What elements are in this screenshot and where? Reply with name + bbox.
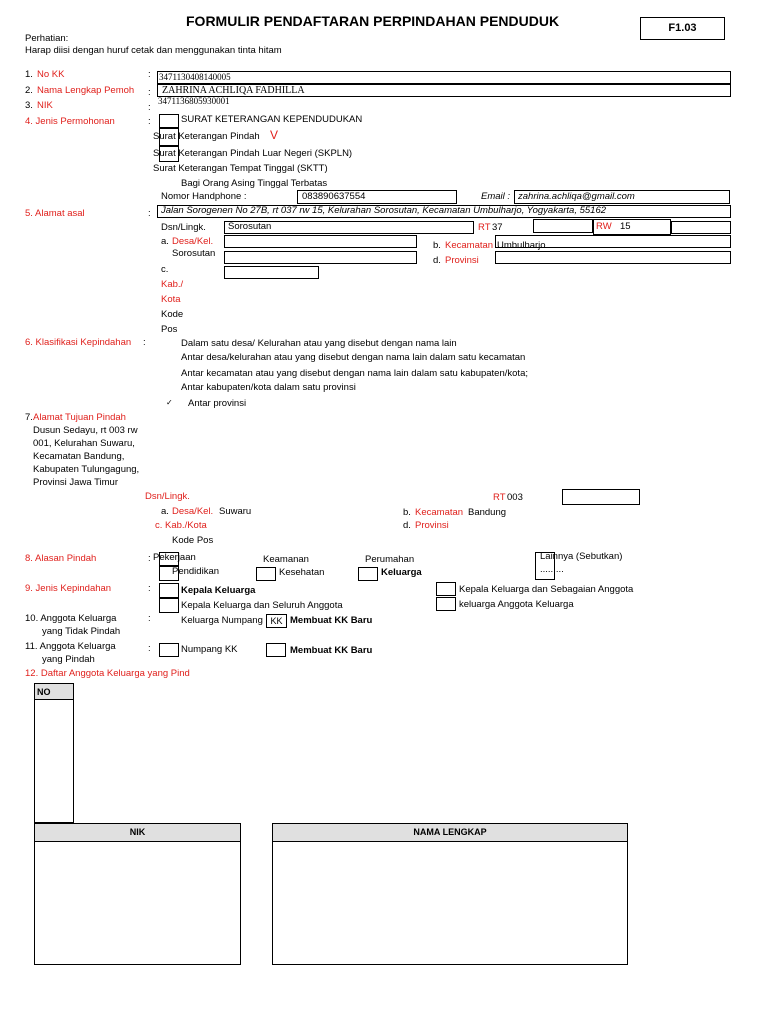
asal-desa-field-2[interactable] <box>224 251 417 264</box>
asal-kab-field[interactable] <box>224 266 319 279</box>
jenis-kepindahan-label: 9. Jenis Kepindahan <box>25 583 112 594</box>
tujuan-kec-label: Kecamatan <box>415 507 464 518</box>
klasifikasi-colon: : <box>143 337 146 348</box>
email-field[interactable] <box>514 190 730 204</box>
tidak-pindah-opt-2: Membuat KK Baru <box>290 615 373 626</box>
alasan-keamanan: Keamanan <box>263 554 309 565</box>
tujuan-num: 7. <box>25 412 33 423</box>
tujuan-dsn-label: Dsn/Lingk. <box>145 491 190 502</box>
nik-colon: : <box>148 102 151 113</box>
alasan-kesehatan: Kesehatan <box>279 567 325 578</box>
nik-num: 3. <box>25 100 33 111</box>
asal-dsn-value: Sorosutan <box>228 221 272 232</box>
numpang-kk-checkbox[interactable] <box>159 643 179 657</box>
kepindahan-anggota: keluarga Anggota Keluarga <box>459 599 574 610</box>
asal-extra-field[interactable] <box>671 221 731 234</box>
tidak-pindah-colon: : <box>148 613 151 624</box>
no-kk-label: No KK <box>37 69 65 80</box>
klasifikasi-opt-5: Antar provinsi <box>188 398 247 409</box>
phone-label: Nomor Handphone : <box>161 191 247 202</box>
tidak-pindah-opt-1: Keluarga Numpang <box>181 615 263 626</box>
alasan-pendidikan: Pendidikan <box>172 566 220 577</box>
numpang-kk-label: Numpang KK <box>181 644 238 655</box>
asal-kec-value: Umbulharjo <box>497 240 546 251</box>
phone-value: 083890637554 <box>302 191 366 202</box>
tujuan-kec-prefix: b. <box>403 507 411 518</box>
tujuan-rw-field[interactable] <box>562 489 640 505</box>
sktt-note: Bagi Orang Asing Tinggal Terbatas <box>181 178 328 189</box>
jenis-permohonan-label: 4. Jenis Permohonan <box>25 116 115 127</box>
klasifikasi-opt-3: Antar kecamatan atau yang disebut dengan nama lain dalam satu kabupaten/kota; <box>181 368 528 379</box>
skk-label: SURAT KETERANGAN KEPENDUDUKAN <box>181 114 363 125</box>
asal-kec-label: Kecamatan <box>445 240 494 251</box>
tidak-pindah-kk-text: KK <box>270 616 283 626</box>
no-kk-field[interactable] <box>157 71 731 84</box>
tujuan-line-5: Provinsi Jawa Timur <box>33 477 118 488</box>
kepindahan-kk-sebagian-checkbox[interactable] <box>436 582 456 596</box>
kk-baru-label: Membuat KK Baru <box>290 645 373 656</box>
asal-desa-prefix: a. <box>161 236 169 247</box>
klasifikasi-opt-2: Antar desa/kelurahan atau yang disebut dengan nama lain dalam satu kecamatan <box>181 352 526 363</box>
kepindahan-anggota-checkbox[interactable] <box>436 597 456 611</box>
asal-prov-field[interactable] <box>495 251 731 264</box>
tujuan-line-4: Kabupaten Tulungagung, <box>33 464 140 475</box>
phone-field[interactable] <box>297 190 457 204</box>
table-no-header: NO <box>34 683 74 700</box>
alasan-keluarga-checkbox[interactable] <box>358 567 378 581</box>
asal-desa-field[interactable] <box>224 235 417 248</box>
skp-check-mark: V <box>270 128 279 142</box>
table-nik-column <box>34 823 241 965</box>
alasan-pekerjaan: Pekerjaan <box>153 552 196 563</box>
email-label: Email : <box>481 191 511 202</box>
asal-prov-label: Provinsi <box>445 255 479 266</box>
tujuan-desa-label: Desa/Kel. <box>172 506 214 517</box>
nama-value: ZAHRINA ACHLIQA FADHILLA <box>162 85 305 96</box>
nama-field[interactable] <box>157 84 731 97</box>
alasan-keluarga: Keluarga <box>381 567 422 578</box>
table-nama-column <box>272 823 628 965</box>
asal-dsn-label: Dsn/Lingk. <box>161 222 206 233</box>
klasifikasi-opt-1: Dalam satu desa/ Kelurahan atau yang disebut dengan nama lain <box>181 338 457 349</box>
note-text: Harap diisi dengan huruf cetak dan menggunakan tinta hitam <box>25 45 282 56</box>
daftar-label <box>25 669 190 680</box>
tujuan-prov-label: Provinsi <box>415 520 449 531</box>
jenis-permohonan-colon: : <box>148 116 151 127</box>
kepindahan-kk: Kepala Keluarga <box>181 585 256 596</box>
table-nama-header: NAMA LENGKAP <box>272 823 628 842</box>
alamat-asal-label: 5. Alamat asal <box>25 208 85 219</box>
tujuan-desa-prefix: a. <box>161 506 169 517</box>
asal-dsn-field[interactable] <box>224 221 474 234</box>
no-kk-value: 3471130408140005 <box>159 72 231 82</box>
kepindahan-kk-checkbox[interactable] <box>159 583 179 598</box>
asal-rw-field[interactable] <box>593 219 671 235</box>
form-title: FORMULIR PENDAFTARAN PERPINDAHAN PENDUDUK <box>186 13 560 29</box>
asal-rw-label: RW <box>596 221 612 232</box>
tujuan-kec-value: Bandung <box>468 507 507 518</box>
asal-kec-prefix: b. <box>433 240 441 251</box>
asal-desa-label: Desa/Kel. <box>172 236 214 247</box>
alamat-asal-colon: : <box>148 208 151 219</box>
nama-num: 2. <box>25 85 33 96</box>
skp-label: Surat Keterangan Pindah <box>153 131 260 142</box>
form-code: F1.03 <box>668 22 697 34</box>
tujuan-prov-prefix: d. <box>403 520 411 531</box>
asal-kab-label-1: Kab./ <box>161 279 184 290</box>
skk-checkbox[interactable] <box>159 114 179 128</box>
no-kk-num: 1. <box>25 69 33 80</box>
tujuan-label: Alamat Tujuan Pindah <box>33 412 126 423</box>
nama-colon: : <box>148 87 151 98</box>
daftar-label-text: aftar Anggota Keluarga yang Pind <box>47 668 190 679</box>
table-no-column <box>34 683 74 823</box>
alasan-colon: : <box>148 553 151 564</box>
email-value: zahrina.achliqa@gmail.com <box>518 191 635 202</box>
tujuan-rt-value: 003 <box>507 492 523 503</box>
daftar-label-num: 12. D <box>25 668 48 679</box>
nik-label: NIK <box>37 100 53 111</box>
asal-rt-value: 37 <box>492 222 503 233</box>
asal-rt-label: RT <box>478 222 491 233</box>
tujuan-line-3: Kecamatan Bandung, <box>33 451 125 462</box>
pindah-colon: : <box>148 643 151 654</box>
klasifikasi-label: 6. Klasifikasi Kepindahan <box>25 337 132 348</box>
no-kk-colon: : <box>148 69 151 80</box>
asal-rw-value: 15 <box>620 221 631 232</box>
jenis-kepindahan-colon: : <box>148 583 151 594</box>
tujuan-line-2: 001, Kelurahan Suwaru, <box>33 438 135 449</box>
asal-rt-field[interactable] <box>533 219 593 233</box>
tidak-pindah-label-1: 10. Anggota Keluarga <box>25 613 117 624</box>
asal-kode-label-1: Kode <box>161 309 184 320</box>
asal-kab-label-2: Kota <box>161 294 181 305</box>
tidak-pindah-kk-box[interactable] <box>266 614 287 628</box>
asal-kode-label-2: Pos <box>161 324 178 335</box>
nik-value: 3471136805930001 <box>158 96 230 106</box>
kepindahan-kk-sebagian: Kepala Keluarga dan Sebagaian Anggota <box>459 584 634 595</box>
note-title: Perhatian: <box>25 33 69 44</box>
skpln-label: Surat Keterangan Pindah Luar Negeri (SKPLN) <box>153 148 353 159</box>
pindah-label-2: yang Pindah <box>42 654 95 665</box>
table-nik-header: NIK <box>34 823 241 842</box>
klasifikasi-check-icon: ✓ <box>166 398 173 407</box>
alasan-label: 8. Alasan Pindah <box>25 553 97 564</box>
alasan-kesehatan-checkbox[interactable] <box>256 567 276 581</box>
tujuan-rt-label: RT <box>493 492 506 503</box>
asal-desa-value: Sorosutan <box>172 248 216 259</box>
alasan-lainnya: Lainnya (Sebutkan) <box>540 551 623 562</box>
tujuan-kode-label: Kode Pos <box>172 535 214 546</box>
klasifikasi-opt-4: Antar kabupaten/kota dalam satu provinsi <box>181 382 356 393</box>
asal-kab-prefix: c. <box>161 264 169 275</box>
asal-kec-field[interactable] <box>495 235 731 248</box>
tujuan-kab-label: c. Kab./Kota <box>155 520 207 531</box>
nama-label: Nama Lengkap Pemoh <box>37 85 135 96</box>
alasan-perumahan: Perumahan <box>365 554 415 565</box>
asal-prov-prefix: d. <box>433 255 441 266</box>
alamat-asal-field[interactable] <box>157 205 731 218</box>
kepindahan-kk-seluruh: Kepala Keluarga dan Seluruh Anggota <box>181 600 343 611</box>
tidak-pindah-label-2: yang Tidak Pindah <box>42 626 121 637</box>
alasan-lainnya-dots: ......... <box>540 564 564 575</box>
sktt-label: Surat Keterangan Tempat Tinggal (SKTT) <box>153 163 328 174</box>
alamat-asal-value: Jalan Sorogenen No 27B, rt 037 rw 15, Kelurahan Sorosutan, Kecamatan Umbulharjo, Yogyakarta, 55162 <box>161 205 607 216</box>
tujuan-desa-value: Suwaru <box>219 506 252 517</box>
form-code-box <box>640 17 725 40</box>
pindah-label-1: 11. Anggota Keluarga <box>25 641 116 652</box>
kk-baru-checkbox[interactable] <box>266 643 286 657</box>
kepindahan-kk-seluruh-checkbox[interactable] <box>159 598 179 613</box>
tujuan-line-1: Dusun Sedayu, rt 003 rw <box>33 425 138 436</box>
